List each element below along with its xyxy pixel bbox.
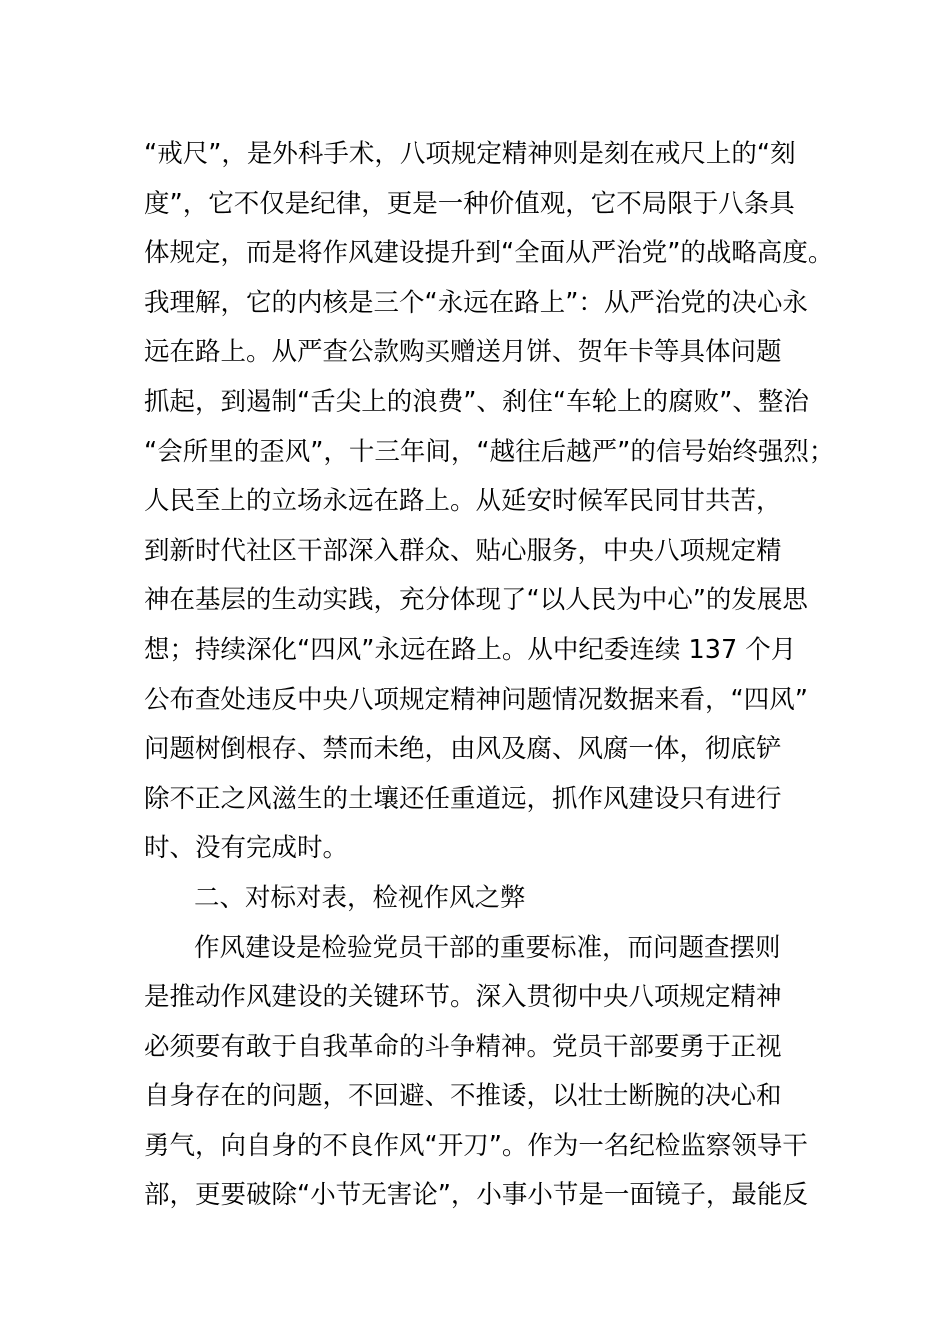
- section-heading: 二、对标对表，检视作风之弊: [194, 882, 526, 913]
- paragraph-line: 度”，它不仅是纪律，更是一种价值观，它不局限于八条具: [144, 188, 795, 219]
- paragraph-line: 是推动作风建设的关键环节。深入贯彻中央八项规定精神: [144, 982, 782, 1013]
- document-body: [144, 130, 844, 1221]
- paragraph-line: 公布查处违反中央八项规定精神问题情况数据来看，“四风”: [144, 684, 808, 715]
- paragraph-line: “戒尺”，是外科手术，八项规定精神则是刻在戒尺上的“刻: [144, 139, 796, 169]
- paragraph-line: 远在路上。从严查公款购买赠送月饼、贺年卡等具体问题: [144, 337, 782, 368]
- paragraph-line: 问题树倒根存、禁而未绝，由风及腐、风腐一体，彻底铲: [144, 734, 782, 765]
- paragraph-line: “会所里的歪风”，十三年间，“越往后越严”的信号始终强烈；: [144, 436, 835, 467]
- paragraph-line: 自身存在的问题，不回避、不推诿，以壮士断腕的决心和: [144, 1081, 782, 1112]
- paragraph-line: 我理解，它的内核是三个“永远在路上”：从严治党的决心永: [144, 287, 808, 318]
- paragraph-line: 人民至上的立场永远在路上。从延安时候军民同甘共苦，: [144, 486, 782, 517]
- paragraph-line: 除不正之风滋生的土壤还任重道远，抓作风建设只有进行: [144, 783, 782, 814]
- paragraph-line: 时、没有完成时。: [144, 833, 349, 864]
- paragraph-line: 想；持续深化“四风”永远在路上。从中纪委连续 137 个月: [144, 634, 797, 665]
- paragraph-line: 抓起，到遏制“舌尖上的浪费”、刹住“车轮上的腐败”、整治: [144, 386, 809, 417]
- paragraph-line: 必须要有敢于自我革命的斗争精神。党员干部要勇于正视: [144, 1031, 782, 1062]
- paragraph-line: 体规定，而是将作风建设提升到“全面从严治党”的战略高度。: [144, 238, 834, 269]
- paragraph-line: 勇气，向自身的不良作风“开刀”。作为一名纪检监察领导干: [144, 1130, 808, 1161]
- paragraph-line: 作风建设是检验党员干部的重要标准，而问题查摆则: [194, 932, 781, 963]
- paragraph-line: 到新时代社区干部深入群众、贴心服务，中央八项规定精: [144, 535, 782, 566]
- paragraph-line: 神在基层的生动实践，充分体现了“以人民为中心”的发展思: [144, 585, 808, 616]
- paragraph-line: 部，更要破除“小节无害论”，小事小节是一面镜子，最能反: [144, 1180, 808, 1211]
